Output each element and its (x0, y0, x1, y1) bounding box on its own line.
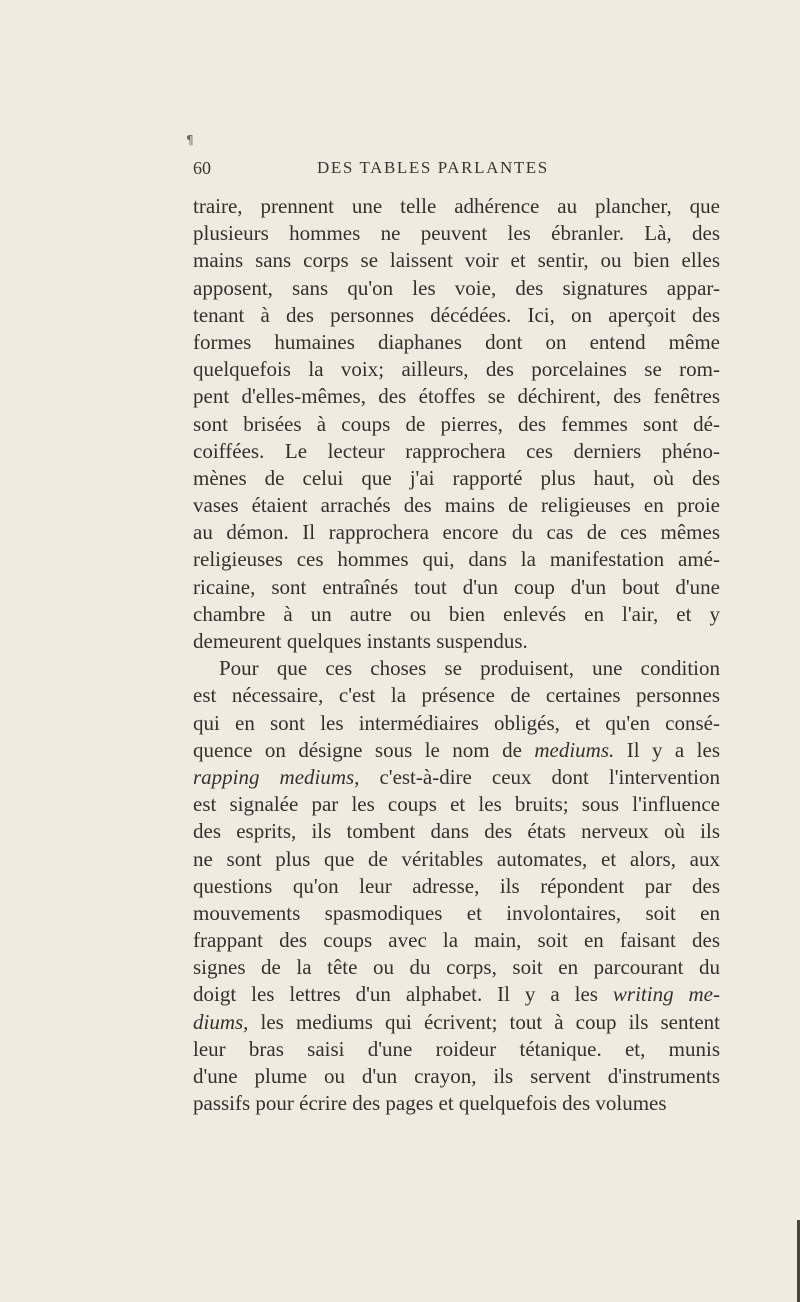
text-line: frappant des coups avec la main, soit en faisant des (193, 928, 720, 953)
text-line: qui en sont les intermédiaires obligés, et qu'en consé- (193, 710, 720, 735)
text-line: leur bras saisi d'une roideur tétanique. et, munis (193, 1036, 720, 1061)
italic-term: writing me- (612, 982, 720, 1007)
text-line (193, 981, 720, 1008)
text-segment: les mediums qui écrivent; tout à coup ils sentent (248, 1009, 720, 1034)
text-line: mouvements spasmodiques et involontaires, soit en (193, 900, 720, 925)
text-line: des esprits, ils tombent dans des états nerveux où ils (193, 819, 720, 844)
italic-term: diums, (193, 1009, 249, 1034)
text-line: plusieurs hommes ne peuvent les ébranler. Là, des (193, 221, 720, 246)
text-line: vases étaient arrachés des mains de religieuses en proie (193, 493, 720, 518)
text-line (193, 737, 720, 764)
body-text (193, 193, 720, 1117)
text-line: sont brisées à coups de pierres, des femmes sont dé- (193, 411, 720, 436)
text-line: mains sans corps se laissent voir et sentir, ou bien elles (193, 248, 720, 273)
text-line (193, 764, 720, 791)
text-segment: Il y a les (614, 737, 720, 762)
text-line: ricaine, sont entraînés tout d'un coup d'un bout d'une (193, 574, 720, 599)
text-line: traire, prennent une telle adhérence au plancher, que (193, 194, 720, 218)
text-line: est signalée par les coups et les bruits; sous l'influence (193, 792, 720, 817)
text-segment: doigt les lettres d'un alphabet. Il y a les (193, 982, 598, 1007)
text-line: apposent, sans qu'on les voie, des signatures appar- (193, 275, 720, 300)
margin-mark: ¶ (186, 133, 194, 147)
italic-term: mediums. (534, 737, 615, 762)
italic-term: rapping mediums, (193, 764, 360, 789)
page-header (193, 158, 720, 188)
text-segment: c'est-à-dire ceux dont l'intervention (359, 764, 720, 789)
text-line: passifs pour écrire des pages et quelquefois des volumes (193, 1091, 667, 1116)
text-line: quelquefois la voix; ailleurs, des porcelaines se rom- (193, 357, 720, 382)
text-line: coiffées. Le lecteur rapprochera ces derniers phéno- (193, 438, 720, 463)
text-line: Pour que ces choses se produisent, une condition (219, 656, 720, 681)
text-line: mènes de celui que j'ai rapporté plus haut, où des (193, 465, 720, 490)
text-line: est nécessaire, c'est la présence de certaines personnes (193, 683, 720, 708)
text-segment: quence on désigne sous le nom de (193, 737, 522, 762)
text-line: religieuses ces hommes qui, dans la manifestation amé- (193, 547, 720, 572)
text-line: questions qu'on leur adresse, ils répondent par des (193, 873, 720, 898)
text-line: tenant à des personnes décédées. Ici, on aperçoit des (193, 302, 720, 327)
running-title: DES TABLES PARLANTES (317, 158, 549, 177)
text-line: au démon. Il rapprochera encore du cas de ces mêmes (193, 520, 720, 545)
text-line: ne sont plus que de véritables automates, et alors, aux (193, 846, 720, 871)
page-number: 60 (193, 158, 211, 178)
text-line (193, 1009, 720, 1036)
text-line: signes de la tête ou du corps, soit en parcourant du (193, 955, 720, 980)
text-line: demeurent quelques instants suspendus. (193, 629, 528, 653)
text-line: chambre à un autre ou bien enlevés en l'air, et y (193, 601, 720, 626)
text-line: pent d'elles-mêmes, des étoffes se déchirent, des fenêtres (193, 384, 720, 409)
text-line: formes humaines diaphanes dont on entend même (193, 329, 720, 354)
text-line: d'une plume ou d'un crayon, ils servent d'instruments (193, 1064, 720, 1088)
